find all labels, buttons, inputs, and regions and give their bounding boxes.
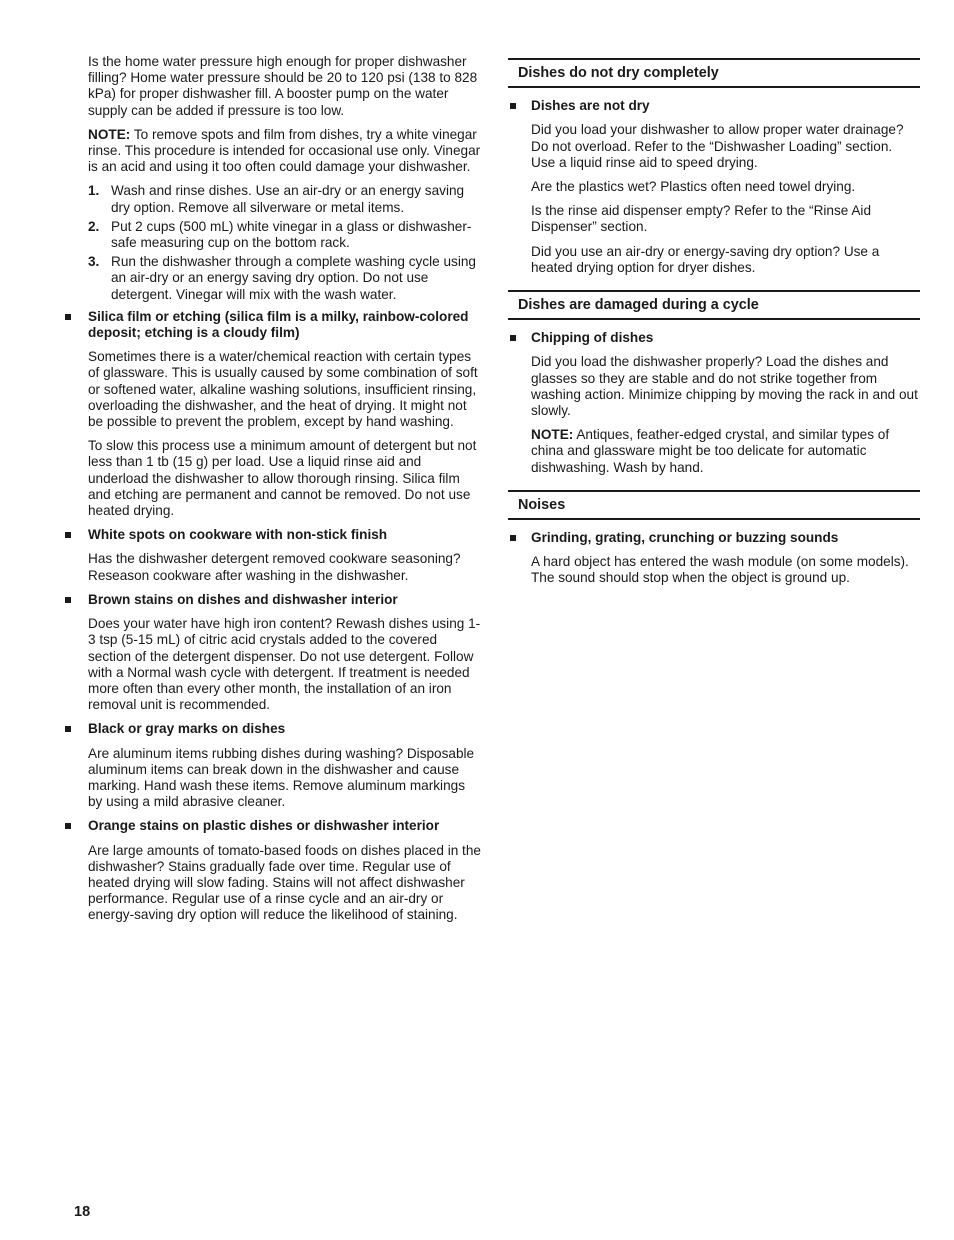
brown-stains-paragraph: Does your water have high iron content? Rewash dishes using 1-3 tsp (5-15 mL) of citric acid crystals added to the covered section of the detergent dispenser. Do not use detergent. Follow with a Normal wash cycle with detergent. If treatment is needed more often than every other month, the installation of an iron removal unit is recommended. bbox=[88, 616, 481, 713]
black-marks-heading-text: Black or gray marks on dishes bbox=[88, 721, 286, 737]
note-label: NOTE: bbox=[88, 126, 131, 142]
section-title-dry: Dishes do not dry completely bbox=[508, 58, 920, 88]
right-column bbox=[508, 0, 920, 595]
brown-stains-heading-text: Brown stains on dishes and dishwasher interior bbox=[88, 591, 398, 607]
vinegar-steps bbox=[88, 183, 483, 302]
vinegar-note bbox=[88, 127, 483, 176]
section-title-damaged: Dishes are damaged during a cycle bbox=[508, 290, 920, 320]
section-title-noises: Noises bbox=[508, 490, 920, 520]
silica-paragraph-2: To slow this process use a minimum amount of detergent but not less than 1 tb (15 g) per load. Use a liquid rinse aid and underload the dishwasher to allow thorough rinsing. Silica film and etching are permanent and cannot be removed. Do not use heated drying. bbox=[88, 438, 477, 519]
dry-paragraph-2: Are the plastics wet? Plastics often need towel drying. bbox=[531, 179, 856, 195]
black-marks-paragraph: Are aluminum items rubbing dishes during washing? Disposable aluminum items can break down in the dishwasher and cause marking. Hand wash these items. Remove aluminum markings by using a mild abrasive cleaner. bbox=[88, 745, 475, 810]
not-dry-heading bbox=[508, 98, 920, 114]
black-marks-heading bbox=[63, 721, 508, 737]
orange-stains-paragraph: Are large amounts of tomato-based foods on dishes placed in the dishwasher? Stains gradually fade over time. Regular use of heated drying will slow fading. Stains will not affect dishwasher performance. Regular use of a rinse cycle and an air-dry or energy-saving dry option will reduce the likelihood of staining. bbox=[88, 842, 481, 923]
bullet-square-icon bbox=[510, 103, 516, 109]
step-number: 2. bbox=[88, 218, 100, 234]
step-item bbox=[88, 254, 483, 303]
white-spots-heading bbox=[63, 527, 508, 543]
step-text: Put 2 cups (500 mL) white vinegar in a glass or dishwasher-safe measuring cup on the bottom rack. bbox=[111, 218, 472, 251]
white-spots-heading-text: White spots on cookware with non-stick finish bbox=[88, 527, 388, 543]
page-number: 18 bbox=[74, 1204, 91, 1220]
silica-paragraph-1: Sometimes there is a water/chemical reaction with certain types of glassware. This is usually caused by some combination of soft or softened water, alkaline washing solutions, insufficient rinsing, overloading the dishwasher, and the heat of drying. It might not be possible to prevent the problem, except by hand washing. bbox=[88, 349, 478, 430]
grinding-paragraph: A hard object has entered the wash module (on some models). The sound should stop when the object is ground up. bbox=[531, 554, 909, 586]
step-number: 3. bbox=[88, 254, 100, 270]
step-number: 1. bbox=[88, 183, 100, 199]
grinding-heading bbox=[508, 530, 920, 546]
bullet-square-icon bbox=[65, 532, 71, 538]
step-item bbox=[88, 219, 483, 251]
dry-paragraph-4: Did you use an air-dry or energy-saving dry option? Use a heated drying option for dryer dishes. bbox=[531, 243, 880, 275]
chipping-heading-text: Chipping of dishes bbox=[531, 330, 654, 346]
step-text: Wash and rinse dishes. Use an air-dry or an energy saving dry option. Remove all silverware or metal items. bbox=[111, 183, 465, 215]
not-dry-heading-text: Dishes are not dry bbox=[531, 98, 650, 114]
left-column bbox=[88, 54, 483, 932]
white-spots-paragraph: Has the dishwasher detergent removed cookware seasoning? Reseason cookware after washing in the dishwasher. bbox=[88, 551, 461, 583]
note-text: To remove spots and film from dishes, try a white vinegar rinse. This procedure is intended for occasional use only. Vinegar is an acid and using it too often could damage your dishwasher. bbox=[88, 126, 481, 175]
dry-paragraph-3: Is the rinse aid dispenser empty? Refer to the “Rinse Aid Dispenser” section. bbox=[531, 203, 872, 235]
silica-heading bbox=[63, 309, 508, 341]
step-item bbox=[88, 183, 483, 215]
bullet-square-icon bbox=[65, 597, 71, 603]
silica-heading-text: Silica film or etching (silica film is a milky, rainbow-colored deposit; etching is a cloudy film) bbox=[88, 308, 469, 341]
grinding-heading-text: Grinding, grating, crunching or buzzing sounds bbox=[531, 530, 839, 546]
bullet-square-icon bbox=[65, 314, 71, 320]
bullet-square-icon bbox=[510, 335, 516, 341]
step-text: Run the dishwasher through a complete washing cycle using an air-dry or an energy saving dry option. Do not use detergent. Vinegar will mix with the wash water. bbox=[111, 254, 476, 302]
orange-stains-heading bbox=[63, 818, 508, 834]
antiques-note bbox=[508, 427, 920, 476]
water-pressure-paragraph: Is the home water pressure high enough for proper dishwasher filling? Home water pressure should be 20 to 120 psi (138 to 828 kPa) for proper dishwasher fill. A booster pump on the water supply can be added if pressure is too low. bbox=[88, 54, 478, 118]
note-text: Antiques, feather-edged crystal, and similar types of china and glassware might be too delicate for automatic dishwashing. Wash by hand. bbox=[531, 427, 890, 475]
note-label: NOTE: bbox=[531, 427, 574, 443]
dry-paragraph-1: Did you load your dishwasher to allow proper water drainage? Do not overload. Refer to the “Dishwasher Loading” section. Use a liquid rinse aid to speed drying. bbox=[531, 122, 904, 170]
brown-stains-heading bbox=[63, 592, 508, 608]
chipping-paragraph: Did you load the dishwasher properly? Load the dishes and glasses so they are stable and do not strike together from washing action. Minimize chipping by moving the rack in and out slowly. bbox=[531, 354, 918, 419]
orange-stains-heading-text: Orange stains on plastic dishes or dishwasher interior bbox=[88, 818, 440, 834]
bullet-square-icon bbox=[65, 823, 71, 829]
chipping-heading bbox=[508, 330, 920, 346]
bullet-square-icon bbox=[510, 535, 516, 541]
bullet-square-icon bbox=[65, 726, 71, 732]
